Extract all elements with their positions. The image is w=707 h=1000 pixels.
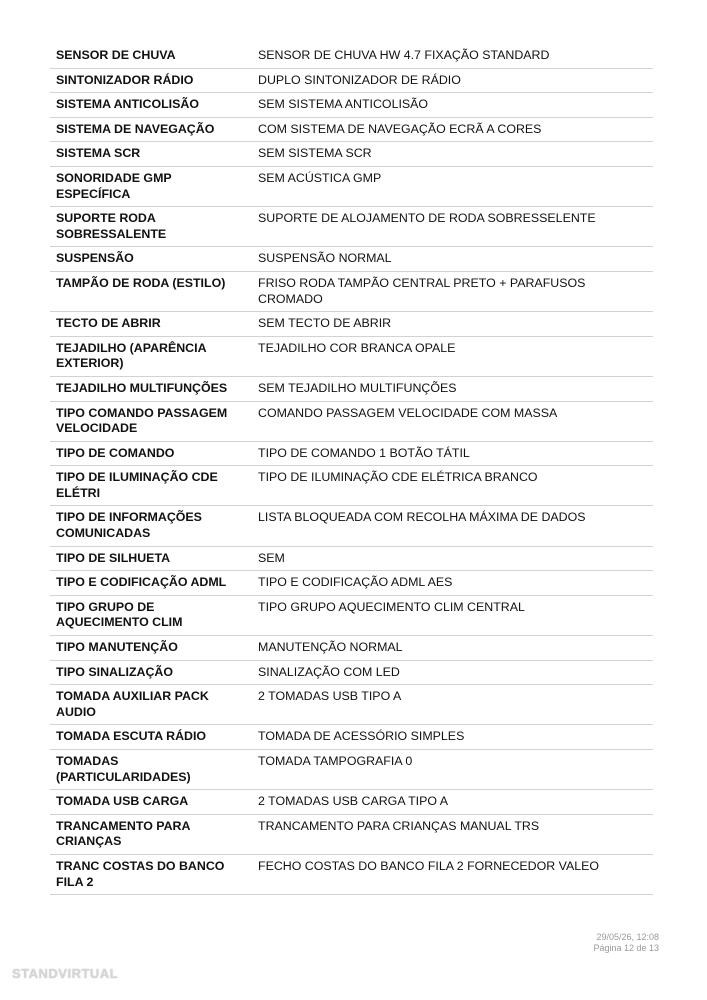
- spec-value: TIPO DE ILUMINAÇÃO CDE ELÉTRICA BRANCO: [248, 466, 653, 506]
- table-row: [50, 93, 653, 118]
- spec-value: 2 TOMADAS USB CARGA TIPO A: [248, 790, 653, 815]
- spec-label: TIPO DE INFORMAÇÕES COMUNICADAS: [50, 506, 248, 546]
- table-row: [50, 506, 653, 546]
- table-row: [50, 750, 653, 790]
- spec-value: SENSOR DE CHUVA HW 4.7 FIXAÇÃO STANDARD: [248, 44, 653, 68]
- watermark-logo: STANDVIRTUAL: [12, 966, 119, 981]
- spec-value: SEM TEJADILHO MULTIFUNÇÕES: [248, 376, 653, 401]
- spec-value: SEM: [248, 546, 653, 571]
- spec-label: SINTONIZADOR RÁDIO: [50, 68, 248, 93]
- table-row: [50, 546, 653, 571]
- spec-value: TOMADA DE ACESSÓRIO SIMPLES: [248, 725, 653, 750]
- table-row: [50, 401, 653, 441]
- spec-label: TIPO DE ILUMINAÇÃO CDE ELÉTRI: [50, 466, 248, 506]
- table-row: [50, 466, 653, 506]
- spec-value: MANUTENÇÃO NORMAL: [248, 636, 653, 661]
- table-row: [50, 336, 653, 376]
- spec-label: TIPO DE SILHUETA: [50, 546, 248, 571]
- table-row: [50, 44, 653, 68]
- spec-value: TIPO E CODIFICAÇÃO ADML AES: [248, 571, 653, 596]
- spec-label: TIPO SINALIZAÇÃO: [50, 660, 248, 685]
- spec-label: SISTEMA ANTICOLISÃO: [50, 93, 248, 118]
- spec-label: TIPO E CODIFICAÇÃO ADML: [50, 571, 248, 596]
- spec-value: FRISO RODA TAMPÃO CENTRAL PRETO + PARAFUSOS CROMADO: [248, 271, 653, 311]
- spec-value: TRANCAMENTO PARA CRIANÇAS MANUAL TRS: [248, 814, 653, 854]
- spec-label: TIPO COMANDO PASSAGEM VELOCIDADE: [50, 401, 248, 441]
- spec-label: SISTEMA SCR: [50, 142, 248, 167]
- spec-label: SENSOR DE CHUVA: [50, 44, 248, 68]
- table-row: [50, 441, 653, 466]
- spec-label: TEJADILHO MULTIFUNÇÕES: [50, 376, 248, 401]
- spec-label: TRANCAMENTO PARA CRIANÇAS: [50, 814, 248, 854]
- page-number: Página 12 de 13: [593, 943, 659, 953]
- spec-table: [50, 44, 653, 895]
- table-row: [50, 725, 653, 750]
- spec-value: SINALIZAÇÃO COM LED: [248, 660, 653, 685]
- table-row: [50, 376, 653, 401]
- table-row: [50, 571, 653, 596]
- table-row: [50, 247, 653, 272]
- spec-value: SUPORTE DE ALOJAMENTO DE RODA SOBRESSELENTE: [248, 207, 653, 247]
- spec-value: SEM ACÚSTICA GMP: [248, 166, 653, 206]
- table-row: [50, 117, 653, 142]
- spec-value: SEM SISTEMA ANTICOLISÃO: [248, 93, 653, 118]
- table-row: [50, 68, 653, 93]
- spec-label: TOMADAS (PARTICULARIDADES): [50, 750, 248, 790]
- table-row: [50, 790, 653, 815]
- spec-label: TIPO GRUPO DE AQUECIMENTO CLIM: [50, 595, 248, 635]
- spec-value: SUSPENSÃO NORMAL: [248, 247, 653, 272]
- spec-value: LISTA BLOQUEADA COM RECOLHA MÁXIMA DE DADOS: [248, 506, 653, 546]
- table-row: [50, 854, 653, 894]
- spec-value: 2 TOMADAS USB TIPO A: [248, 685, 653, 725]
- spec-label: SISTEMA DE NAVEGAÇÃO: [50, 117, 248, 142]
- spec-value: COM SISTEMA DE NAVEGAÇÃO ECRÃ A CORES: [248, 117, 653, 142]
- spec-label: TOMADA USB CARGA: [50, 790, 248, 815]
- spec-label: TEJADILHO (APARÊNCIA EXTERIOR): [50, 336, 248, 376]
- page-footer: [593, 932, 659, 954]
- spec-label: TAMPÃO DE RODA (ESTILO): [50, 271, 248, 311]
- spec-table-body: [50, 44, 653, 895]
- spec-value: TIPO DE COMANDO 1 BOTÃO TÁTIL: [248, 441, 653, 466]
- table-row: [50, 595, 653, 635]
- spec-value: TEJADILHO COR BRANCA OPALE: [248, 336, 653, 376]
- spec-label: TECTO DE ABRIR: [50, 312, 248, 337]
- table-row: [50, 660, 653, 685]
- spec-value: DUPLO SINTONIZADOR DE RÁDIO: [248, 68, 653, 93]
- spec-value: FECHO COSTAS DO BANCO FILA 2 FORNECEDOR VALEO: [248, 854, 653, 894]
- table-row: [50, 685, 653, 725]
- table-row: [50, 814, 653, 854]
- table-row: [50, 312, 653, 337]
- spec-value: SEM TECTO DE ABRIR: [248, 312, 653, 337]
- table-row: [50, 166, 653, 206]
- print-datetime: 29/05/26, 12:08: [596, 932, 659, 942]
- table-row: [50, 271, 653, 311]
- spec-label: TIPO MANUTENÇÃO: [50, 636, 248, 661]
- spec-label: TIPO DE COMANDO: [50, 441, 248, 466]
- spec-label: SUSPENSÃO: [50, 247, 248, 272]
- table-row: [50, 142, 653, 167]
- spec-value: TIPO GRUPO AQUECIMENTO CLIM CENTRAL: [248, 595, 653, 635]
- spec-value: SEM SISTEMA SCR: [248, 142, 653, 167]
- spec-label: SONORIDADE GMP ESPECÍFICA: [50, 166, 248, 206]
- table-row: [50, 636, 653, 661]
- spec-label: TRANC COSTAS DO BANCO FILA 2: [50, 854, 248, 894]
- spec-label: SUPORTE RODA SOBRESSALENTE: [50, 207, 248, 247]
- spec-value: TOMADA TAMPOGRAFIA 0: [248, 750, 653, 790]
- table-row: [50, 207, 653, 247]
- spec-label: TOMADA ESCUTA RÁDIO: [50, 725, 248, 750]
- spec-label: TOMADA AUXILIAR PACK AUDIO: [50, 685, 248, 725]
- spec-value: COMANDO PASSAGEM VELOCIDADE COM MASSA: [248, 401, 653, 441]
